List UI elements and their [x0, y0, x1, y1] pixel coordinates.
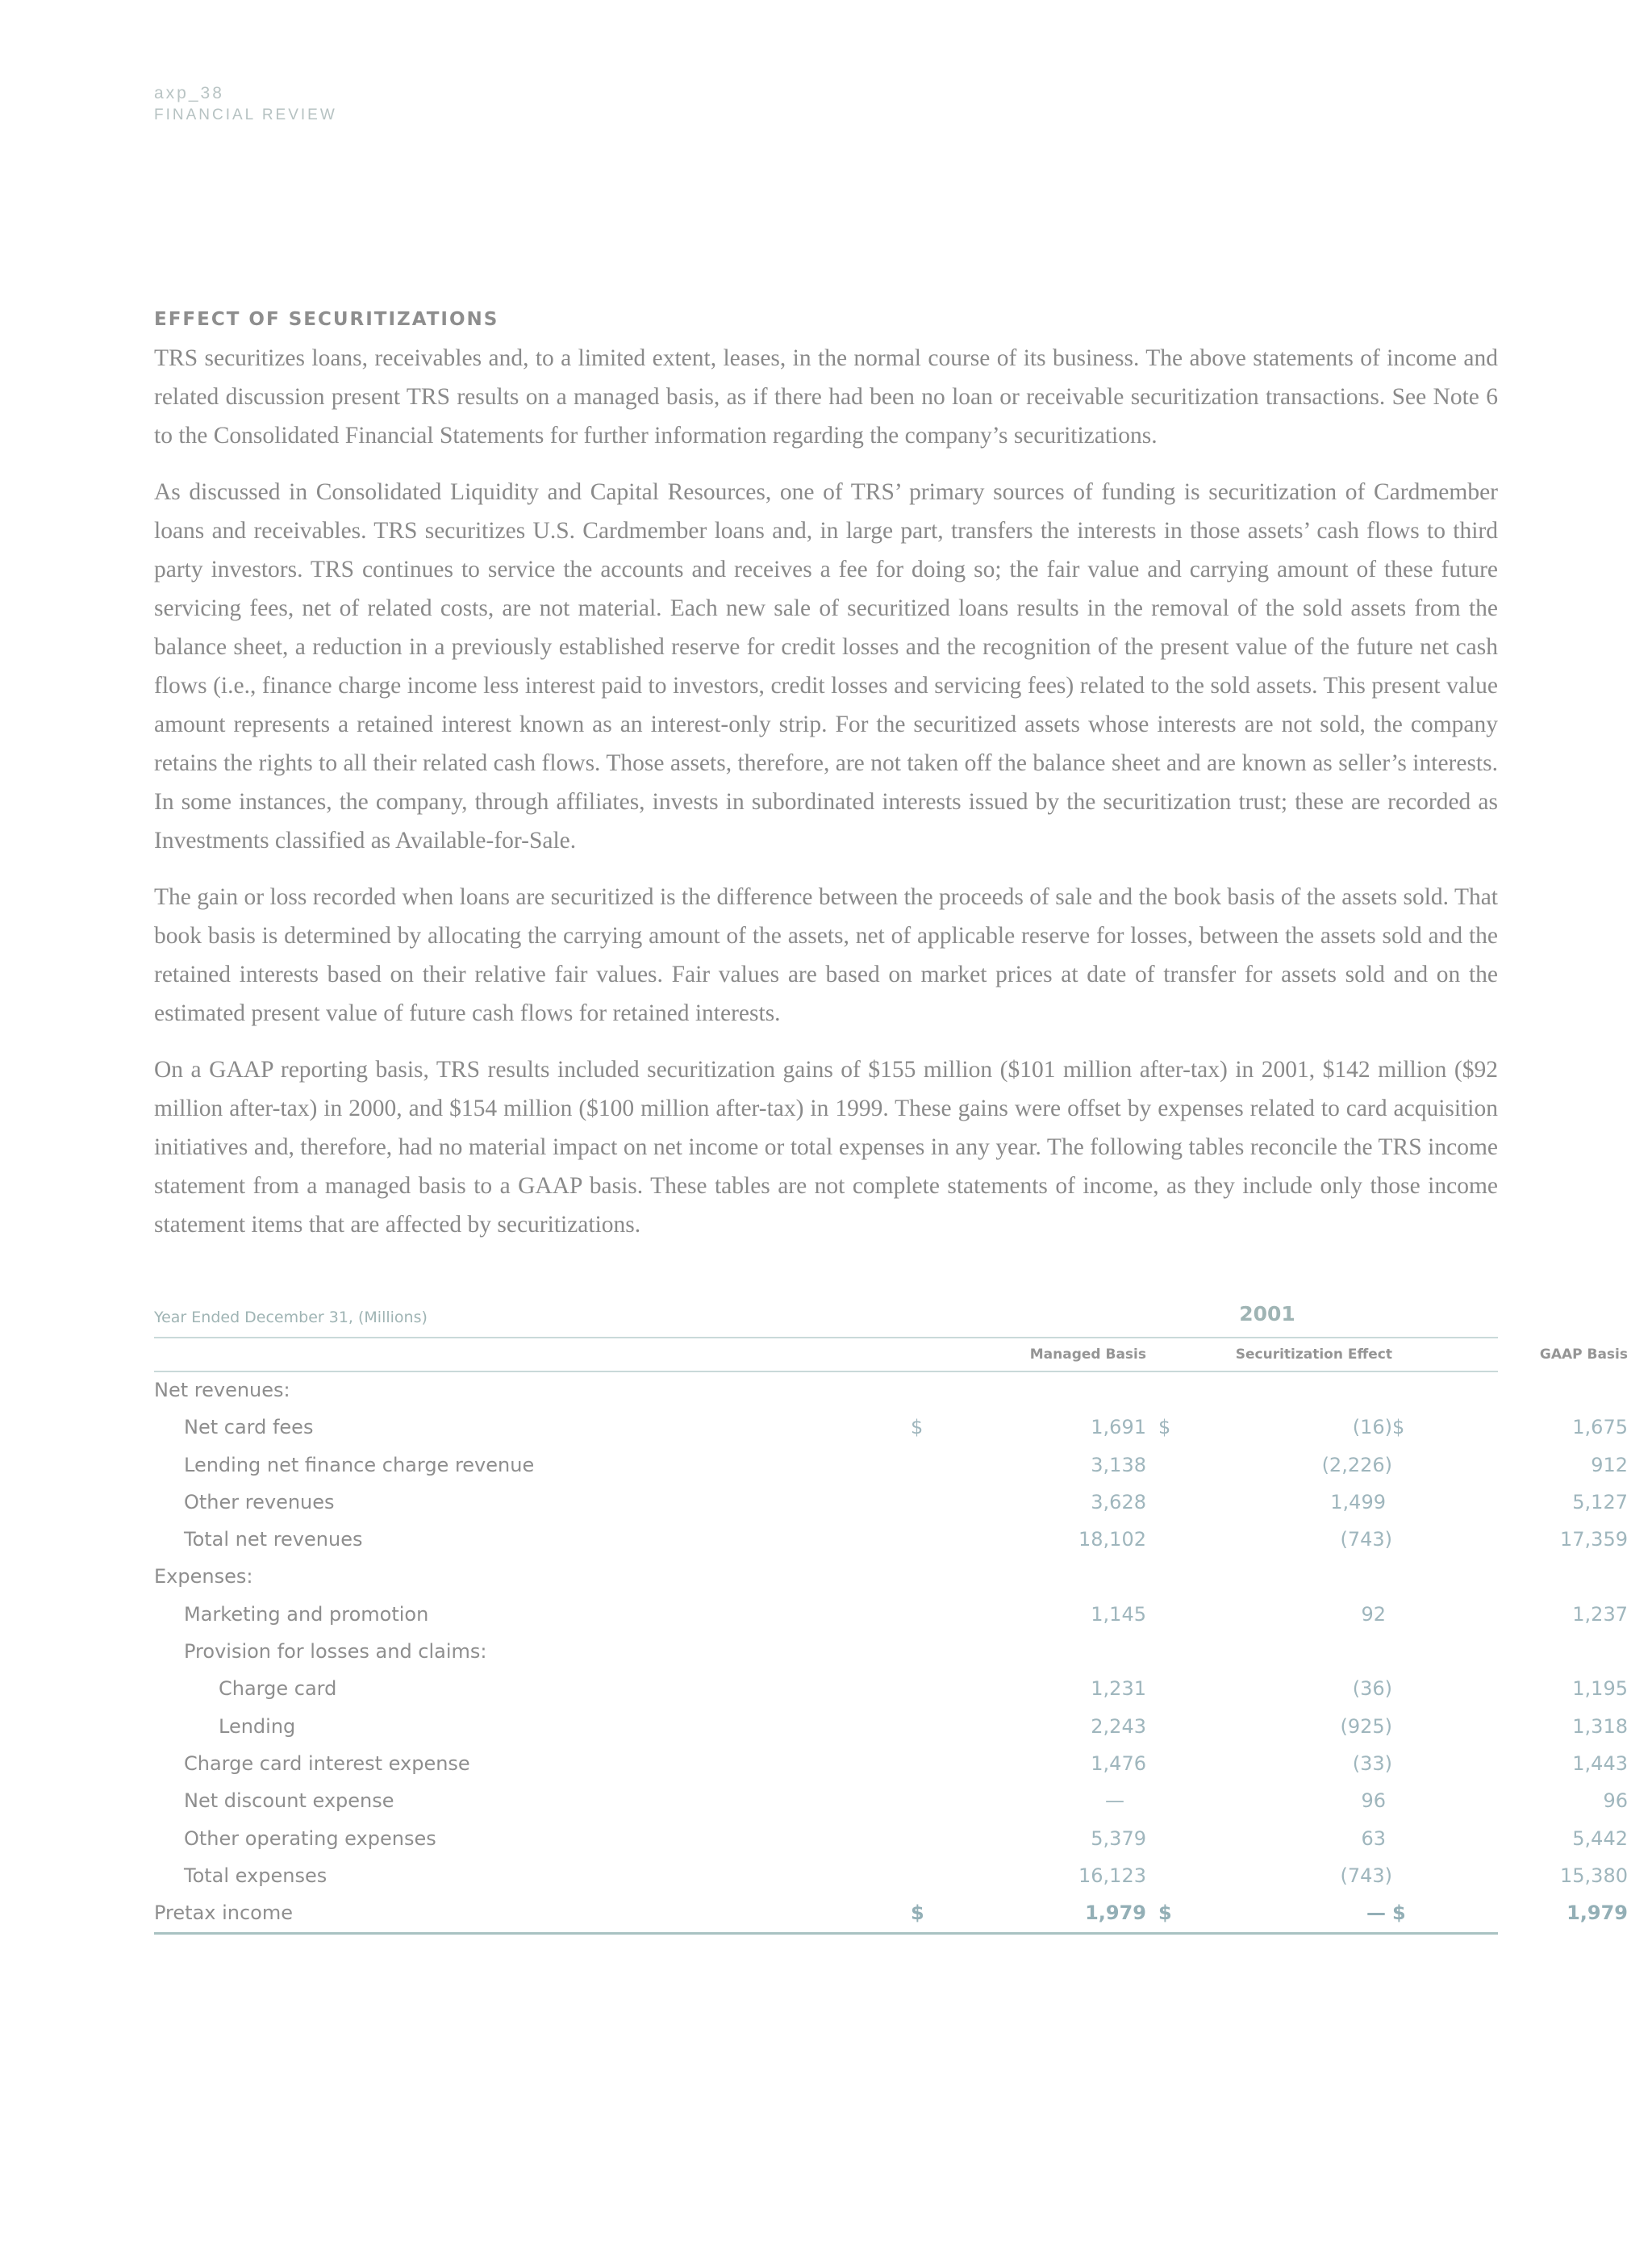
table-row [154, 1746, 1628, 1783]
managed-basis-value: 3,628 [1091, 1490, 1146, 1513]
table-row [154, 1409, 1628, 1447]
gaap-basis-value: 1,979 [1566, 1902, 1628, 1925]
running-head [154, 82, 337, 126]
table-row [154, 1597, 1628, 1634]
paragraph-3: The gain or loss recorded when loans are securitized is the difference between the proceeds of sale and the book basis of the assets sold. That book basis is determined by allocating the carrying amount of the assets, net of applicable reserve for losses, between the assets sold and the retained interests based on their relative fair values. Fair values are based on market prices at date of transfer for assets sold and on the estimated present value of future cash flows for retained interests. [154, 884, 1498, 1026]
gaap-basis-value: 5,442 [1572, 1826, 1628, 1850]
managed-basis-value: — [1105, 1789, 1124, 1813]
section-label: FINANCIAL REVIEW [154, 106, 337, 123]
gaap-basis-value: 96 [1603, 1789, 1628, 1813]
gaap-basis-value: 1,443 [1572, 1751, 1628, 1775]
securitization-effect-value: 96 [1361, 1789, 1386, 1813]
table-header-period [154, 1300, 1498, 1338]
dollar-sign: $ [1392, 1902, 1406, 1925]
securitization-effect-value: (2,226) [1321, 1453, 1392, 1476]
column-header-managed-basis: Managed Basis [1029, 1346, 1146, 1363]
gaap-basis-value: 5,127 [1572, 1490, 1628, 1513]
table-row [154, 1522, 1628, 1559]
managed-basis-value: 1,231 [1091, 1677, 1146, 1701]
row-label: Lending [219, 1714, 296, 1738]
gaap-basis-value: 17,359 [1560, 1528, 1628, 1551]
managed-basis-value: 1,691 [1091, 1416, 1146, 1439]
paragraph-1: TRS securitizes loans, receivables and, to a limited extent, leases, in the normal course of its business. The above statements of income and related discussion present TRS results on a managed basis, as if there had been no loan or receivable securitization transactions. See Note 6 to the Consolidated Financial Statements for further information regarding the company’s securitizations. [154, 345, 1498, 449]
dollar-sign: $ [911, 1902, 924, 1925]
securitization-effect-value: — [1366, 1902, 1386, 1925]
securitization-effect-value: (743) [1340, 1528, 1392, 1551]
table-column-headers [154, 1338, 1628, 1372]
year-heading: 2001 [1239, 1302, 1295, 1325]
table-row [154, 1447, 1628, 1484]
managed-basis-value: 5,379 [1091, 1826, 1146, 1850]
row-label: Total expenses [184, 1864, 327, 1887]
securitization-effect-value: (925) [1340, 1714, 1392, 1738]
row-label: Net discount expense [184, 1789, 394, 1813]
managed-basis-value: 1,979 [1085, 1902, 1146, 1925]
securitization-effect-value: 1,499 [1330, 1490, 1386, 1513]
gaap-basis-value: 1,318 [1572, 1714, 1628, 1738]
row-label: Total net revenues [184, 1528, 363, 1551]
gaap-basis-value: 912 [1591, 1453, 1628, 1476]
table-row [154, 1634, 1498, 1671]
row-label: Provision for losses and claims: [184, 1640, 487, 1664]
table-row [154, 1895, 1628, 1935]
dollar-sign: $ [1158, 1902, 1172, 1925]
securitization-effect-value: (36) [1352, 1677, 1392, 1701]
section-title: EFFECT OF SECURITIZATIONS [154, 309, 499, 330]
row-label: Other revenues [184, 1490, 335, 1513]
dollar-sign: $ [911, 1416, 924, 1439]
table-row [154, 1559, 1498, 1596]
securitization-effect-value: (33) [1352, 1751, 1392, 1775]
managed-basis-value: 18,102 [1078, 1528, 1146, 1551]
securitization-effect-value: 92 [1361, 1602, 1386, 1626]
article-body [154, 307, 1498, 1262]
table-row [154, 1484, 1628, 1522]
managed-basis-value: 3,138 [1091, 1453, 1146, 1476]
page-number: axp_38 [154, 84, 224, 102]
row-label: Charge card interest expense [184, 1751, 470, 1775]
row-label: Marketing and promotion [184, 1602, 429, 1626]
row-label: Expenses: [154, 1565, 253, 1588]
gaap-basis-value: 1,195 [1572, 1677, 1628, 1701]
table-row [154, 1821, 1628, 1858]
table-row [154, 1671, 1628, 1708]
table-row [154, 1783, 1628, 1820]
managed-basis-value: 1,145 [1091, 1602, 1146, 1626]
table-row [154, 1372, 1498, 1409]
gaap-basis-value: 1,237 [1572, 1602, 1628, 1626]
securitization-effect-value: (743) [1340, 1864, 1392, 1887]
row-label: Net card fees [184, 1416, 314, 1439]
row-label: Other operating expenses [184, 1826, 436, 1850]
managed-basis-value: 2,243 [1091, 1714, 1146, 1738]
managed-basis-value: 16,123 [1078, 1864, 1146, 1887]
row-label: Pretax income [154, 1902, 294, 1925]
securitization-effect-value: (16) [1352, 1416, 1392, 1439]
table-row [154, 1709, 1628, 1746]
column-header-securitization-effect: Securitization Effect [1235, 1346, 1392, 1363]
row-label: Lending net finance charge revenue [184, 1453, 535, 1476]
gaap-basis-value: 1,675 [1572, 1416, 1628, 1439]
securitization-table [154, 1300, 1628, 1935]
period-label: Year Ended December 31, (Millions) [154, 1309, 428, 1326]
gaap-basis-value: 15,380 [1560, 1864, 1628, 1887]
paragraph-4: On a GAAP reporting basis, TRS results included securitization gains of $155 million ($101 million after-tax) in 2001, $142 million ($92 million after-tax) in 2000, and $154 million ($100 million after-tax) in 1999. These gains were offset by expenses related to card acquisition initiatives and, therefore, had no material impact on net income or total expenses in any year. The following tables reconcile the TRS income statement from a managed basis to a GAAP basis. These tables are not complete statements of income, as they include only those income statement items that are affected by securitizations. [154, 1057, 1498, 1238]
paragraph-2: As discussed in Consolidated Liquidity and Capital Resources, one of TRS’ primary sources of funding is securitization of Cardmember loans and receivables. TRS securitizes U.S. Cardmember loans and, in large part, transfers the interests in those assets’ cash flows to third party investors. TRS continues to service the accounts and receives a fee for doing so; the fair value and carrying amount of these future servicing fees, net of related costs, are not material. Each new sale of securitized loans results in the removal of the sold assets from the balance sheet, a reduction in a previously established reserve for credit losses and the recognition of the present value of the future net cash flows (i.e., finance charge income less interest paid to investors, credit losses and servicing fees) related to the sold assets. This present value amount represents a retained interest known as an interest-only strip. For the securitized assets whose interests are not sold, the company retains the rights to all their related cash flows. Those assets, therefore, are not taken off the balance sheet and are known as seller’s interests. In some instances, the company, through affiliates, invests in subordinated interests issued by the securitization trust; these are recorded as Investments classified as Available-for-Sale. [154, 479, 1498, 854]
row-label: Charge card [219, 1677, 337, 1701]
dollar-sign: $ [1158, 1416, 1171, 1439]
row-label: Net revenues: [154, 1379, 290, 1401]
table-body [154, 1372, 1628, 1935]
column-header-gaap-basis: GAAP Basis [1539, 1346, 1628, 1363]
table-row [154, 1858, 1628, 1895]
securitization-effect-value: 63 [1361, 1826, 1386, 1850]
managed-basis-value: 1,476 [1091, 1751, 1146, 1775]
dollar-sign: $ [1392, 1416, 1405, 1439]
